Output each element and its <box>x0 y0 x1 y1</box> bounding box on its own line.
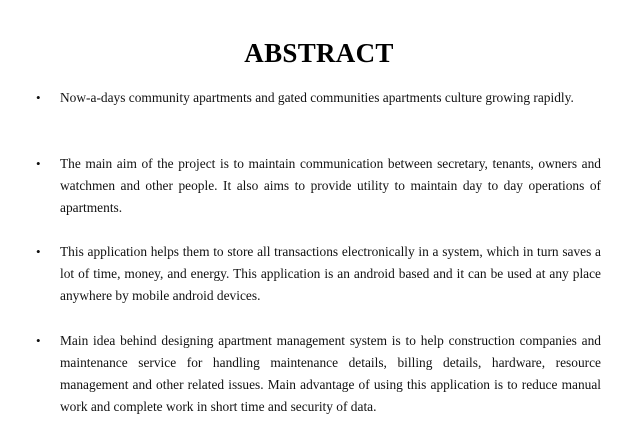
bullet-icon: • <box>36 90 41 105</box>
bullet-icon: • <box>36 244 41 259</box>
bullet-text: The main aim of the project is to maintain communication between secretary, tenants, owners and watchmen and other people. It also aims to provide utility to maintain day to day operations of apartments. <box>60 156 601 215</box>
page-title: ABSTRACT <box>244 38 394 68</box>
bullet-text: Main idea behind designing apartment management system is to help construction companies and maintenance service for handling maintenance details, billing details, hardware, resource management and other related issues. Main advantage of using this application is to reduce manual work and complete work in short time and security of data. <box>60 333 601 414</box>
bullet-icon: • <box>36 156 41 171</box>
bullet-text: Now-a-days community apartments and gated communities apartments culture growing rapidly. <box>60 90 574 105</box>
bullet-text: This application helps them to store all transactions electronically in a system, which in turn saves a lot of time, money, and energy. This application is an android based and it can be used at any place anywhere by mobile android devices. <box>60 244 601 303</box>
bullet-icon: • <box>36 333 41 348</box>
